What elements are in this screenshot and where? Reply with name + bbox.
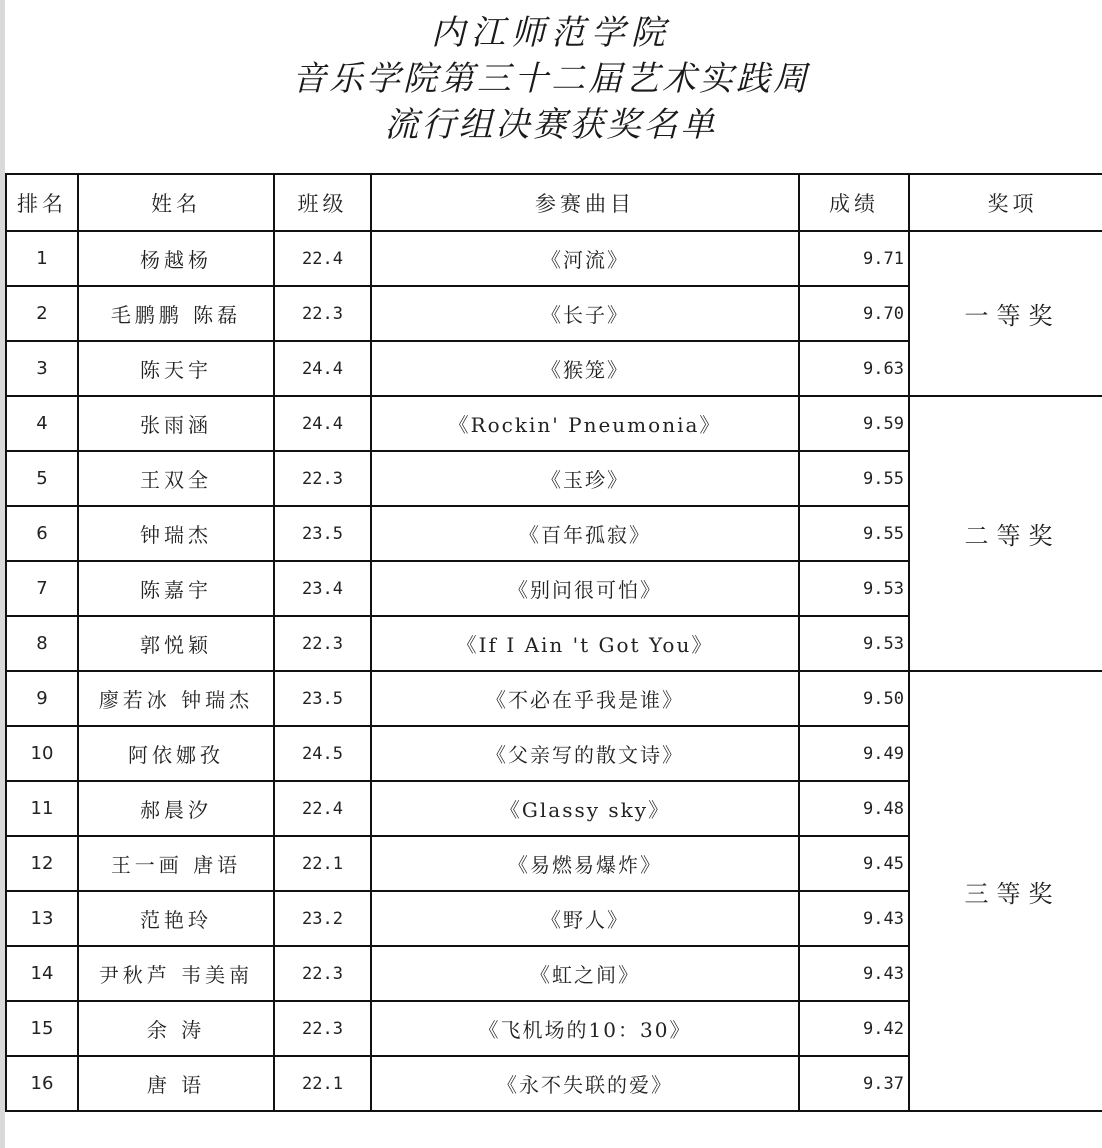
cell-class: 23.4 <box>274 561 371 616</box>
cell-name: 廖若冰 钟瑞杰 <box>78 671 274 726</box>
cell-score: 9.42 <box>799 1001 909 1056</box>
cell-class: 22.3 <box>274 616 371 671</box>
cell-name: 王一画 唐语 <box>78 836 274 891</box>
cell-score: 9.43 <box>799 946 909 1001</box>
title-school: 内江师范学院 <box>431 13 671 53</box>
award-first: 一等奖 <box>909 231 1102 396</box>
cell-score: 9.55 <box>799 506 909 561</box>
cell-song: 《易燃易爆炸》 <box>371 836 799 891</box>
cell-song: 《野人》 <box>371 891 799 946</box>
cell-score: 9.63 <box>799 341 909 396</box>
cell-song: 《永不失联的爱》 <box>371 1056 799 1111</box>
cell-score: 9.50 <box>799 671 909 726</box>
cell-song: 《飞机场的10：30》 <box>371 1001 799 1056</box>
cell-name: 范艳玲 <box>78 891 274 946</box>
cell-class: 22.4 <box>274 781 371 836</box>
cell-name: 钟瑞杰 <box>78 506 274 561</box>
cell-name: 郭悦颖 <box>78 616 274 671</box>
cell-rank: 3 <box>6 341 78 396</box>
cell-score: 9.48 <box>799 781 909 836</box>
cell-rank: 16 <box>6 1056 78 1111</box>
cell-class: 22.4 <box>274 231 371 286</box>
award-table <box>5 173 1102 1112</box>
cell-name: 张雨涵 <box>78 396 274 451</box>
header-rank: 排名 <box>6 174 78 231</box>
document-title <box>0 10 1102 148</box>
cell-class: 24.4 <box>274 341 371 396</box>
cell-score: 9.43 <box>799 891 909 946</box>
cell-song: 《Rockin' Pneumonia》 <box>371 396 799 451</box>
cell-name: 陈天宇 <box>78 341 274 396</box>
cell-score: 9.49 <box>799 726 909 781</box>
table-row <box>6 231 1102 286</box>
table-row <box>6 396 1102 451</box>
cell-rank: 5 <box>6 451 78 506</box>
cell-rank: 1 <box>6 231 78 286</box>
table-row <box>6 671 1102 726</box>
cell-name: 郝晨汐 <box>78 781 274 836</box>
cell-name: 唐 语 <box>78 1056 274 1111</box>
cell-class: 23.5 <box>274 671 371 726</box>
cell-name: 毛鹏鹏 陈磊 <box>78 286 274 341</box>
cell-rank: 9 <box>6 671 78 726</box>
cell-score: 9.55 <box>799 451 909 506</box>
cell-song: 《Glassy sky》 <box>371 781 799 836</box>
cell-song: 《If I Ain 't Got You》 <box>371 616 799 671</box>
cell-rank: 10 <box>6 726 78 781</box>
cell-rank: 2 <box>6 286 78 341</box>
cell-song: 《河流》 <box>371 231 799 286</box>
award-second: 二等奖 <box>909 396 1102 671</box>
cell-name: 阿依娜孜 <box>78 726 274 781</box>
cell-class: 22.1 <box>274 836 371 891</box>
cell-score: 9.45 <box>799 836 909 891</box>
cell-song: 《长子》 <box>371 286 799 341</box>
title-list: 流行组决赛获奖名单 <box>384 105 718 145</box>
header-award: 奖项 <box>909 174 1102 231</box>
cell-score: 9.53 <box>799 616 909 671</box>
cell-song: 《猴笼》 <box>371 341 799 396</box>
cell-class: 23.5 <box>274 506 371 561</box>
cell-rank: 11 <box>6 781 78 836</box>
cell-score: 9.70 <box>799 286 909 341</box>
cell-class: 23.2 <box>274 891 371 946</box>
cell-song: 《百年孤寂》 <box>371 506 799 561</box>
cell-song: 《别问很可怕》 <box>371 561 799 616</box>
cell-rank: 15 <box>6 1001 78 1056</box>
cell-rank: 7 <box>6 561 78 616</box>
cell-class: 22.3 <box>274 946 371 1001</box>
cell-class: 24.4 <box>274 396 371 451</box>
cell-rank: 13 <box>6 891 78 946</box>
cell-name: 陈嘉宇 <box>78 561 274 616</box>
cell-name: 杨越杨 <box>78 231 274 286</box>
cell-song: 《父亲写的散文诗》 <box>371 726 799 781</box>
award-third: 三等奖 <box>909 671 1102 1111</box>
header-name: 姓名 <box>78 174 274 231</box>
cell-score: 9.53 <box>799 561 909 616</box>
cell-score: 9.59 <box>799 396 909 451</box>
cell-class: 22.1 <box>274 1056 371 1111</box>
header-song: 参赛曲目 <box>371 174 799 231</box>
header-score: 成绩 <box>799 174 909 231</box>
cell-rank: 4 <box>6 396 78 451</box>
cell-song: 《虹之间》 <box>371 946 799 1001</box>
header-class: 班级 <box>274 174 371 231</box>
cell-score: 9.71 <box>799 231 909 286</box>
cell-rank: 14 <box>6 946 78 1001</box>
cell-rank: 12 <box>6 836 78 891</box>
cell-class: 22.3 <box>274 451 371 506</box>
table-header-row <box>6 174 1102 231</box>
cell-song: 《玉珍》 <box>371 451 799 506</box>
title-event: 音乐学院第三十二届艺术实践周 <box>292 59 810 99</box>
cell-class: 24.5 <box>274 726 371 781</box>
cell-rank: 8 <box>6 616 78 671</box>
cell-rank: 6 <box>6 506 78 561</box>
cell-class: 22.3 <box>274 1001 371 1056</box>
cell-name: 余 涛 <box>78 1001 274 1056</box>
cell-song: 《不必在乎我是谁》 <box>371 671 799 726</box>
cell-score: 9.37 <box>799 1056 909 1111</box>
cell-class: 22.3 <box>274 286 371 341</box>
cell-name: 尹秋芦 韦美南 <box>78 946 274 1001</box>
cell-name: 王双全 <box>78 451 274 506</box>
